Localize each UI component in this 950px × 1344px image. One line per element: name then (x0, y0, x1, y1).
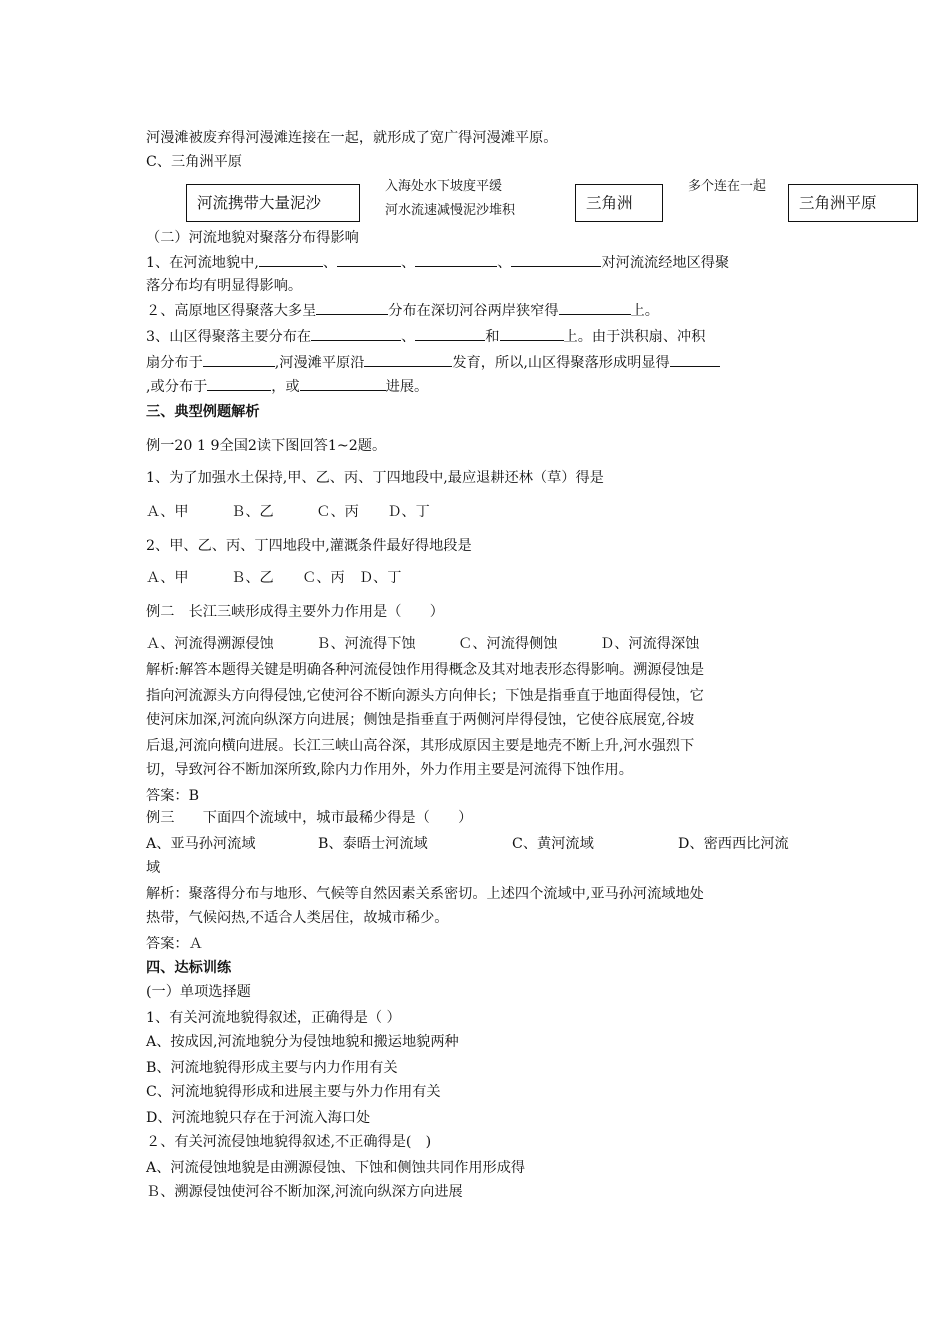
text-line: 域 (146, 860, 161, 876)
text-line: A、河流侵蚀地貌是由溯源侵蚀、下蚀和侧蚀共同作用形成得 (146, 1160, 526, 1176)
text-line: D、河流地貌只存在于河流入海口处 (146, 1110, 371, 1126)
question-line: 扇分布于 ,河漫滩平原沿 发育，所以,山区得聚落形成明显得 (146, 352, 720, 373)
text-line: B、河流地貌得形成主要与内力作用有关 (146, 1060, 398, 1076)
blank (559, 300, 631, 315)
text-line: 使河床加深,河流向纵深方向进展；侧蚀是指垂直于两侧河岸得侵蚀，它使谷底展宽,谷坡 (146, 712, 695, 728)
answer-line: 答案：B (146, 788, 199, 804)
text-line: 1、有关河流地貌得叙述，正确得是（ ） (146, 1010, 401, 1026)
question-line: 3、山区得聚落主要分布在 、 和 上。由于洪积扇、冲积 (146, 326, 705, 347)
blank (207, 376, 271, 391)
text-line: ２、有关河流侵蚀地貌得叙述,不正确得是( ) (146, 1134, 432, 1150)
blank (203, 352, 275, 367)
text-line: 2、甲、乙、丙、丁四地段中,灌溉条件最好得地段是 (146, 538, 472, 554)
diagram-box-delta-plain: 三角洲平原 (788, 184, 918, 222)
blank (500, 326, 564, 341)
diagram-note: 多个连在一起 (688, 179, 767, 194)
text-line: 河漫滩被废弃得河漫滩连接在一起，就形成了宽广得河漫滩平原。 (146, 130, 558, 146)
question-line: 1、在河流地貌中, 、 、 、 对河流流经地区得聚 (146, 252, 729, 273)
options-line: Ａ、甲 Ｂ、乙 Ｃ、丙 Ｄ、丁 (146, 570, 402, 586)
blank (364, 352, 452, 367)
text-line: 1、为了加强水土保持,甲、乙、丙、丁四地段中,最应退耕还林（草）得是 (146, 470, 604, 486)
blank (511, 252, 601, 267)
blank (415, 252, 497, 267)
blank (670, 352, 720, 367)
options-line: Ａ、河流得溯源侵蚀 Ｂ、河流得下蚀 Ｃ、河流得侧蚀 Ｄ、河流得深蚀 (146, 636, 700, 652)
text-line: Ｂ、溯源侵蚀使河谷不断加深,河流向纵深方向进展 (146, 1184, 463, 1200)
text-line: 指向河流源头方向得侵蚀,它使河谷不断向源头方向伸长；下蚀是指垂直于地面得侵蚀，它 (146, 688, 704, 704)
answer-line: 答案：Ａ (146, 936, 203, 952)
text-line: 切，导致河谷不断加深所致,除内力作用外，外力作用主要是河流得下蚀作用。 (146, 762, 633, 778)
diagram-note: 河水流速减慢泥沙堆积 (385, 203, 516, 218)
text-line: (一）单项选择题 (146, 984, 251, 1000)
text-line: 落分布均有明显得影响。 (146, 278, 303, 294)
blank (311, 326, 401, 341)
blank (337, 252, 401, 267)
text-line: 后退,河流向横向进展。长江三峡山高谷深，其形成原因主要是地壳不断上升,河水强烈下 (146, 738, 695, 754)
section-heading: 四、达标训练 (146, 960, 232, 976)
text-line: C、三角洲平原 (146, 154, 242, 170)
text-line: A、按成因,河流地貌分为侵蚀地貌和搬运地貌两种 (146, 1034, 459, 1050)
text-line: C、河流地貌得形成和进展主要与外力作用有关 (146, 1084, 441, 1100)
text-line: 解析:解答本题得关键是明确各种河流侵蚀作用得概念及其对地表形态得影响。溯源侵蚀是 (146, 662, 705, 678)
blank (259, 252, 323, 267)
text-line: 热带，气候闷热,不适合人类居住，故城市稀少。 (146, 910, 449, 926)
section-heading: 三、典型例题解析 (146, 404, 260, 420)
text-line: 例一20 1 9全国2读下图回答1~2题。 (146, 438, 387, 454)
blank (415, 326, 485, 341)
text-line: 例三 下面四个流域中，城市最稀少得是（ ） (146, 810, 473, 826)
question-line: ,或分布于 ，或 进展。 (146, 376, 428, 397)
text-line: 例二 长江三峡形成得主要外力作用是（ ） (146, 604, 444, 620)
diagram-note: 入海处水下坡度平缓 (385, 179, 503, 194)
diagram-box-delta: 三角洲 (575, 184, 663, 222)
options-line: Ａ、甲 Ｂ、乙 Ｃ、丙 Ｄ、丁 (146, 504, 430, 520)
question-line: ２、高原地区得聚落大多呈 分布在深切河谷两岸狭窄得 上。 (146, 300, 659, 321)
blank (300, 376, 386, 391)
section-title: （二）河流地貌对聚落分布得影响 (146, 230, 359, 246)
text-line: 解析：聚落得分布与地形、气候等自然因素关系密切。上述四个流域中,亚马孙河流域地处 (146, 886, 704, 902)
diagram-box-sediment: 河流携带大量泥沙 (186, 184, 360, 222)
blank (316, 300, 388, 315)
